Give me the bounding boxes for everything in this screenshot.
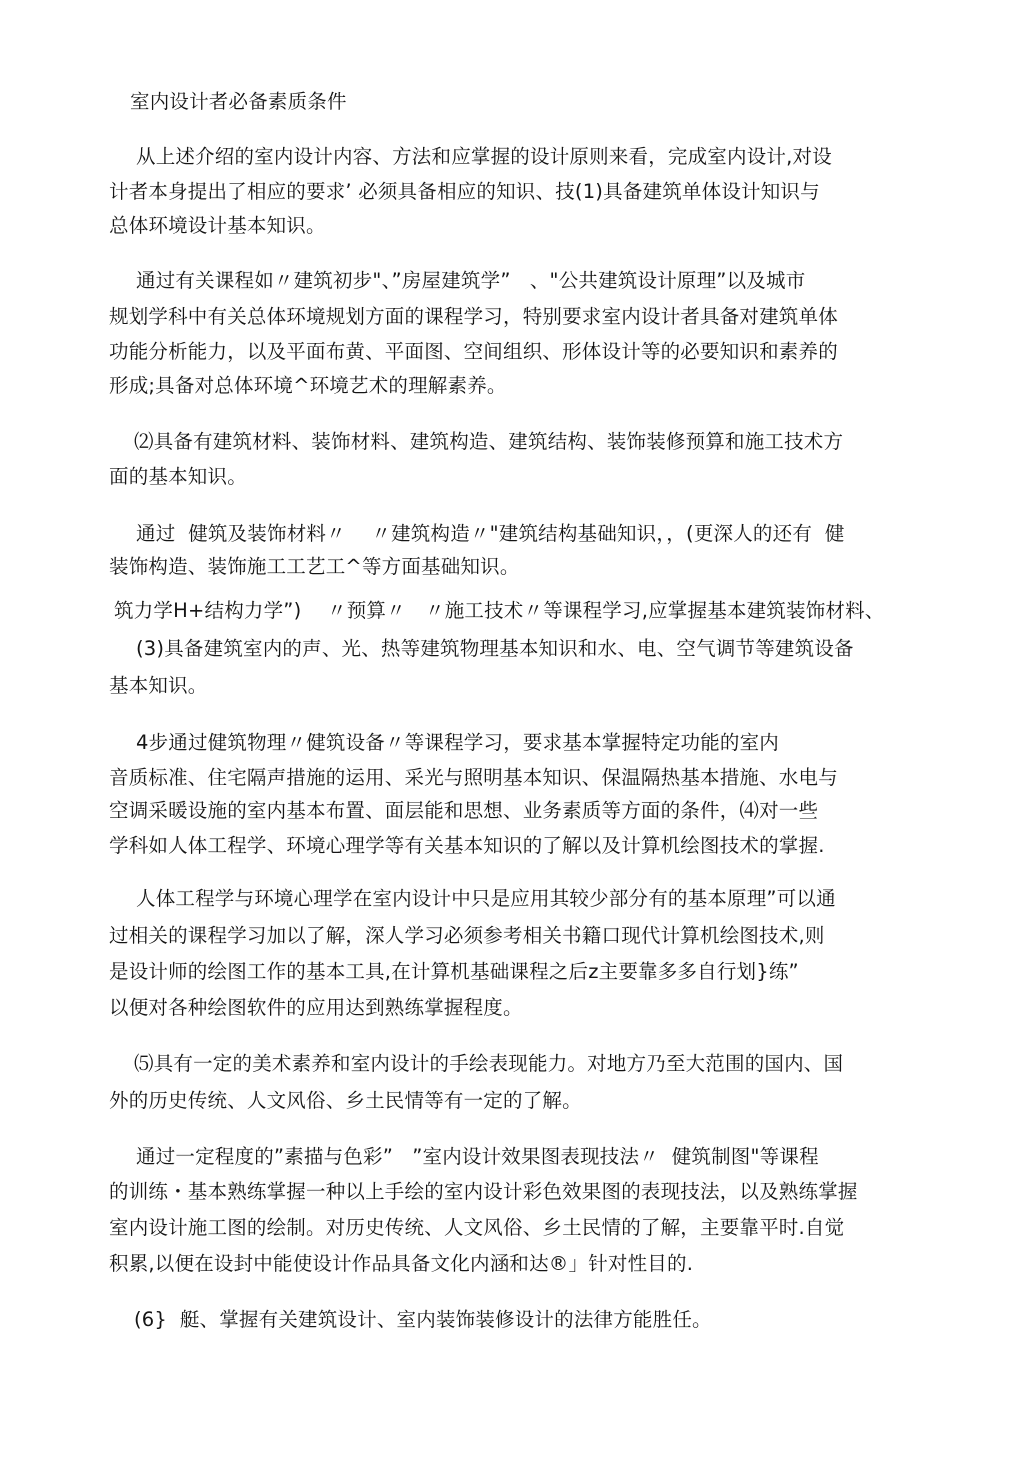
text-line: 面的基本知识。 <box>109 465 247 488</box>
text-line: 学科如人体工程学、环境心理学等有关基本知识的了解以及计算机绘图技术的掌握. <box>109 834 825 857</box>
text-line: 规划学科中有关总体环境规划方面的课程学习，特别要求室内设计者具备对建筑单体 <box>109 305 838 328</box>
text-line: (6} 艇、掌握有关建筑设计、室内装饰装修设计的法律方能胜任。 <box>134 1308 712 1331</box>
text-line: 以便对各种绘图软件的应用达到熟练掌握程度。 <box>109 996 523 1019</box>
text-line: 过相关的课程学习加以了解，深人学习必须参考相关书籍口现代计算机绘图技术,则 <box>109 924 825 947</box>
text-line: 的训练・基本熟练掌握一种以上手绘的室内设计彩色效果图的表现技法，以及熟练掌握 <box>109 1180 858 1203</box>
text-line: 基本知识。 <box>109 674 208 697</box>
text-line: 音质标准、住宅隔声措施的运用、采光与照明基本知识、保温隔热基本措施、水电与 <box>109 766 838 789</box>
text-line: 功能分析能力，以及平面布黄、平面图、空间组织、形体设计等的必要知识和素养的 <box>109 340 838 363</box>
text-line: 通过 健筑及装饰材料〃 〃建筑构造〃"建筑结构基础知识，，(更深人的还有 健 <box>136 522 845 545</box>
text-line: 4步通过健筑物理〃健筑设备〃等课程学习，要求基本掌握特定功能的室内 <box>136 731 780 754</box>
text-line: (3)具备建筑室内的声、光、热等建筑物理基本知识和水、电、空气调节等建筑设备 <box>136 637 854 660</box>
text-line: 形成;具备对总体环境^环境艺术的理解素养。 <box>109 374 507 397</box>
text-line: 计者本身提出了相应的要求’ 必须具备相应的知识、技(1)具备建筑单体设计知识与 <box>109 180 820 203</box>
text-line: 积累,以便在设封中能使设计作品具备文化内涵和达®」针对性目的. <box>109 1252 694 1275</box>
text-line: 筑力学H+结构力学”) 〃预算〃 〃施工技术〃等课程学习,应掌握基本建筑装饰材料、 <box>114 599 885 622</box>
text-line: 装饰构造、装饰施工工艺工^等方面基础知识。 <box>109 555 520 578</box>
text-line: ⑸具有一定的美术素养和室内设计的手绘表现能力。对地方乃至大范围的国内、国 <box>134 1052 844 1075</box>
text-line: 是设计师的绘图工作的基本工具,在计算机基础课程之后z主要靠多多自行划}练” <box>109 960 799 983</box>
text-line: 从上述介绍的室内设计内容、方法和应掌握的设计原则来看，完成室内设计,对设 <box>136 145 832 168</box>
text-line: 室内设计施工图的绘制。对历史传统、人文风俗、乡土民情的了解，主要靠平时.自觉 <box>109 1216 845 1239</box>
text-line: 总体环境设计基本知识。 <box>109 214 326 237</box>
text-line: 外的历史传统、人文风俗、乡土民情等有一定的了解。 <box>109 1089 582 1112</box>
text-line: 通过一定程度的”素描与色彩” ”室内设计效果图表现技法〃 健筑制图"等课程 <box>136 1145 819 1168</box>
text-line: 空调采暖设施的室内基本布置、面层能和思想、业务素质等方面的条件，⑷对一些 <box>109 799 819 822</box>
text-line: 人体工程学与环境心理学在室内设计中只是应用其较少部分有的基本原理”可以通 <box>136 887 836 910</box>
page-title: 室内设计者必备素质条件 <box>130 90 347 113</box>
text-line: 通过有关课程如〃建筑初步"、”房屋建筑学” 、"公共建筑设计原理”以及城市 <box>136 269 806 292</box>
text-line: ⑵具备有建筑材料、装饰材料、建筑构造、建筑结构、装饰装修预算和施工技术方 <box>134 430 844 453</box>
